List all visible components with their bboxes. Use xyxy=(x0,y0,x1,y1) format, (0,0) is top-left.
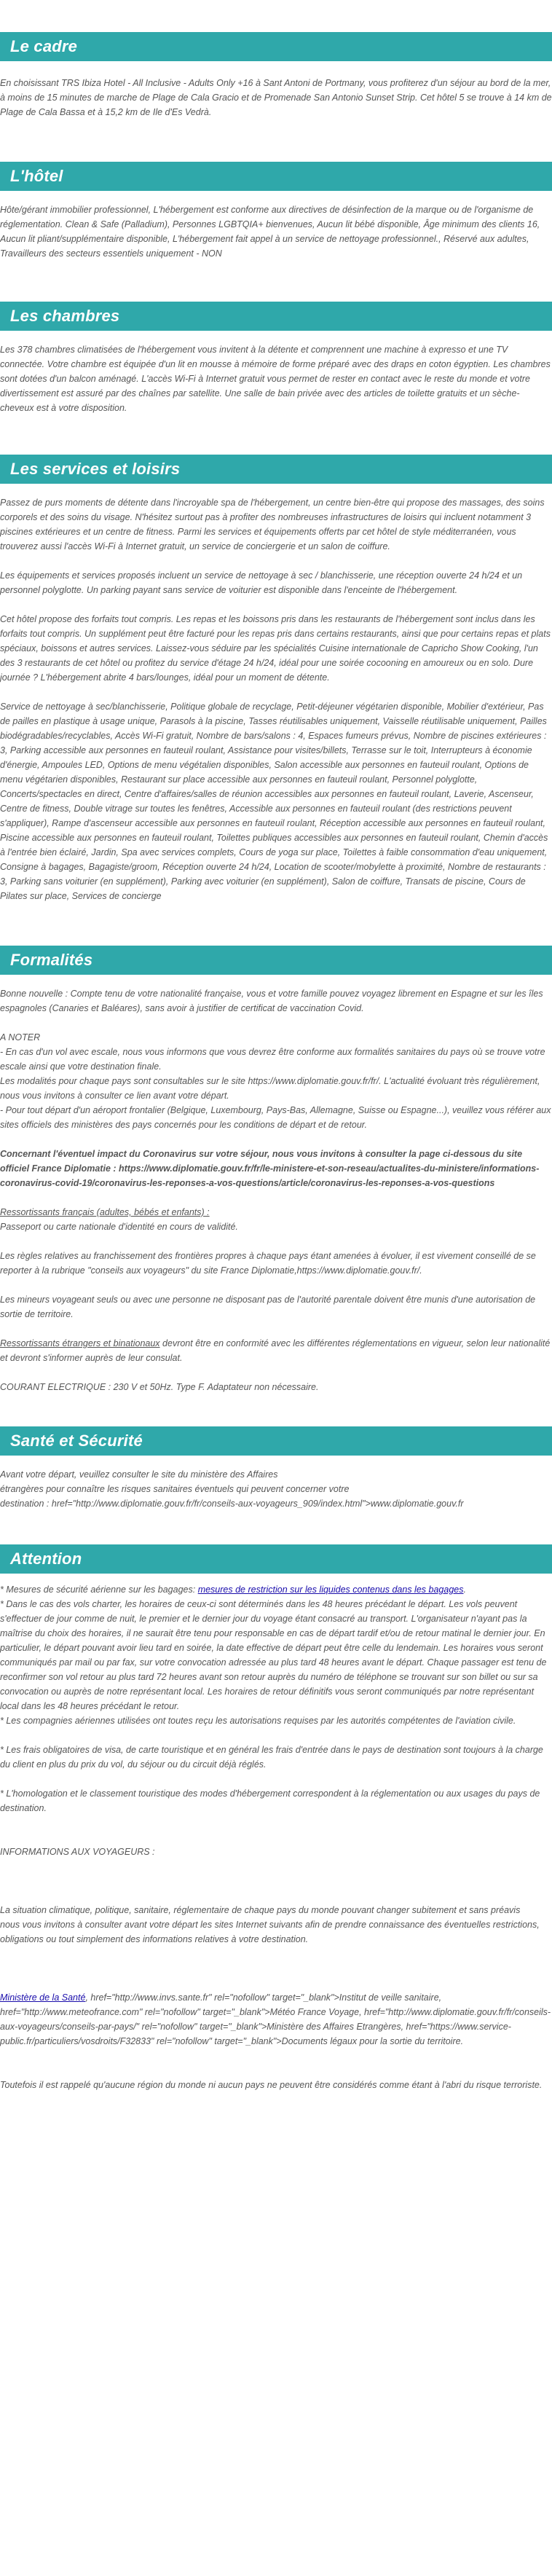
section-hotel xyxy=(0,119,552,261)
services-paragraph-1: Passez de purs moments de détente dans l'incroyable spa de l'hébergement, un centre bien-être qui propose des massages, des soins corporels et des soins du visage. N'hésitez surtout pas à profiter des nombreuses infrastructures de loisirs qui incluent notamment 3 piscines extérieures et un centre de fitness. Parmi les services et équipements offerts par cet hôtel de style méditerranéen, vous trouverez aussi l'accès Wi-Fi à Internet gratuit, un service de conciergerie et un salon de coiffure. xyxy=(0,498,545,551)
section-services xyxy=(0,415,552,903)
situation-text-2: nous vous invitons à consulter avant votre départ les sites Internet suivants afin de prendre connaissance des éventuelles restrictions, obligations ou tout simplement des informations relatives à votre destination. xyxy=(0,1920,540,1944)
chambres-text: Les 378 chambres climatisées de l'hébergement vous invitent à la détente et comprennent une machine à expresso et une TV connectée. Votre chambre est équipée d'un lit en mousse à mémoire de forme préparé avec des draps en coton égyptien. Les chambres sont dotées d'un balcon aménagé. L'accès Wi-Fi à Internet gratuit vous permet de rester en contact avec le reste du monde et votre divertissement est assuré par des chaînes par satellite. Une salle de bain privée avec des articles de toilette gratuits et un sèche-cheveux est à votre disposition. xyxy=(0,345,551,413)
minors-text: Les mineurs voyageant seuls ou avec une personne ne disposant pas de l'autorité parentale doivent être munis d'une autorisation de sortie de territoire. xyxy=(0,1295,536,1319)
section-title-sante: Santé et Sécurité xyxy=(0,1426,552,1456)
services-paragraph-4: Service de nettoyage à sec/blanchisserie, Politique globale de recyclage, Petit-déjeuner végétarien disponible, Mobilier d'extérieur, Pas de pailles en plastique à usage unique, Parasols à la piscine, Tasses réutilisables uniquement, Vaisselle réutilisable uniquement, Pailles biodégradables/recyclables, Accès Wi-Fi gratuit, Nombre de bars/salons : 4, Espaces fumeurs prévus, Nombre de piscines extérieures : 3, Parking accessible aux personnes en fauteuil roulant, Assistance pour visites/billets, Terrasse sur le toit, Interrupteurs à économie d'énergie, Ampoules LED, Options de menu végétalien disponibles, Salon accessible aux personnes en fauteuil roulant, Options de menu végétarien disponibles, Restaurant sur place accessible aux personnes en fauteuil roulant, Personnel polyglotte, Concerts/spectacles en direct, Centre d'affaires/salles de réunion accessibles aux personnes en fauteuil roulant, Laverie, Ascenseur, Centre de fitness, Double vitrage sur toutes les fenêtres, Accessible aux personnes en fauteuil roulant (des restrictions peuvent s'appliquer), Rampe d'ascenseur accessible aux personnes en fauteuil roulant, Réception accessible aux personnes en fauteuil roulant, Piscine accessible aux personnes en fauteuil roulant, Toilettes publiques accessibles aux personnes en fauteuil roulant, Chemin d'accès à l'entrée bien éclairé, Jardin, Spa avec services complets, Cours de yoga sur place, Toilettes à faible consommation d'eau uniquement, Consigne à bagages, Bagagiste/groom, Réception ouverte 24 h/24, Location de scooter/mobylette à proximité, Nombre de restaurants : 3, Parking sans voiturier (en supplément), Parking avec voiturier (en supplément), Salon de coiffure, Transats de piscine, Cours de Pilates sur place, Services de concierge xyxy=(0,702,548,901)
formalites-paragraph-1: Bonne nouvelle : Compte tenu de votre nationalité française, vous et votre famille pouvez voyagez librement en Espagne et sur les îles espagnoles (Canaries et Baléares), sans avoir à justifier de certificat de vaccination Covid. xyxy=(0,989,543,1013)
electric-info: COURANT ELECTRIQUE : 230 V et 50Hz. Type F. Adaptateur non nécessaire. xyxy=(0,1382,319,1392)
liquids-restriction-link[interactable]: mesures de restriction sur les liquides contenus dans les bagages xyxy=(197,1585,464,1595)
section-chambres xyxy=(0,261,552,415)
section-title-cadre: Le cadre xyxy=(0,32,552,61)
border-rules-text: Les règles relatives au franchissement des frontières propres à chaque pays étant amenées à évoluer, il est vivement conseillé de se reporter à la rubrique "conseils aux voyageurs" du site France Diplomatie,https://www.diplomatie.gouv.fr/. xyxy=(0,1251,536,1276)
attention-security-prefix: * Mesures de sécurité aérienne sur les bagages: xyxy=(0,1585,198,1595)
section-title-services: Les services et loisirs xyxy=(0,455,552,484)
traveler-info-heading: INFORMATIONS AUX VOYAGEURS : xyxy=(0,1847,155,1857)
attention-visa-text: * Les frais obligatoires de visa, de carte touristique et en général les frais d'entrée dans le pays de destination sont toujours à la charge du client en plus du prix du vol, du séjour ou du circuit déjà réglés. xyxy=(0,1745,543,1770)
cadre-text: En choisissant TRS Ibiza Hotel - All Inclusive - Adults Only +16 à Sant Antoni de Portmany, vous profiterez d'un séjour au bord de la mer, à moins de 15 minutes de marche de Plage de Cala Gracio et de Promenade San Antonio Sunset Strip. Cet hôtel 5 se trouve à 14 km de Plage de Cala Bassa et à 15,2 km de Ile d'Es Vedrà. xyxy=(0,78,552,117)
french-nationals-text: Passeport ou carte nationale d'identité en cours de validité. xyxy=(0,1222,238,1232)
attention-classification-text: * L'homologation et le classement touristique des modes d'hébergement correspondent à la réglementation ou aux usages du pays de destination. xyxy=(0,1788,540,1813)
section-attention xyxy=(0,1511,552,2092)
note-item-2: Les modalités pour chaque pays sont consultables sur le site https://www.diplomatie.gouv.fr/fr/. L'actualité évoluant très régulièrement, nous vous invitons à consulter ce lien avant votre départ. xyxy=(0,1076,540,1101)
sante-line-1: Avant votre départ, veuillez consulter le site du ministère des Affaires xyxy=(0,1469,278,1480)
services-paragraph-2: Les équipements et services proposés incluent un service de nettoyage à sec / blanchisserie, une réception ouverte 24 h/24 et un personnel polyglotte. Un parking payant sans service de voiturier est disponible dans l'enceinte de l'hébergement. xyxy=(0,570,523,595)
section-title-chambres: Les chambres xyxy=(0,302,552,331)
note-item-3: - Pour tout départ d'un aéroport frontalier (Belgique, Luxembourg, Pays-Bas, Allemagne, Suisse ou Espagne...), veuillez vous référer aux sites officiels des ministères des pays concernés pour les conditions de départ et de retour. xyxy=(0,1105,551,1130)
foreign-nationals-paragraph xyxy=(0,1336,552,1365)
section-formalites xyxy=(0,903,552,1394)
section-sante xyxy=(0,1394,552,1511)
foreign-nationals-text: devront être en conformité avec les différentes réglementations en vigueur, selon leur nationalité et devront s'informer auprès de leur consulat. xyxy=(0,1338,551,1363)
note-heading: A NOTER xyxy=(0,1032,41,1042)
covid-notice: Concernant l'éventuel impact du Coronavirus sur votre séjour, nous vous invitons à consulter la page ci-dessous du site officiel France Diplomatie : https://www.diplomatie.gouv.fr/fr/le-ministere-et-son-reseau/actualites-du-ministere/informations-coronavirus-covid-19/coronavirus-les-reponses-a-vos-questions/article/coronavirus-les-reponses-a-vos-questions xyxy=(0,1149,540,1188)
note-item-1: - En cas d'un vol avec escale, nous vous informons que vous devrez être conforme aux formalités sanitaires du pays où se trouve votre escale ainsi que votre destination finale. xyxy=(0,1047,545,1072)
hotel-text: Hôte/gérant immobilier professionnel, L'hébergement est conforme aux directives de désinfection de la marque ou de l'organisme de réglementation. Clean & Safe (Palladium), Personnes LGBTQIA+ bienvenues, Aucun lit bébé disponible, Âge minimum des clients 16, Aucun lit pliant/supplémentaire disponible, L'hébergement fait appel à un service de nettoyage professionnel., Réservé aux adultes, Travailleurs des secteurs essentiels uniquement - NON xyxy=(0,205,540,259)
terrorism-notice: Toutefois il est rappelé qu'aucune région du monde ni aucun pays ne peuvent être considérés comme étant à l'abri du risque terroriste. xyxy=(0,2080,543,2090)
sante-line-3: destination : href="http://www.diplomatie.gouv.fr/fr/conseils-aux-voyageurs_909/index.html">www.diplomatie.gouv.fr xyxy=(0,1499,464,1509)
useful-links-paragraph xyxy=(0,1990,552,2049)
attention-security-line xyxy=(0,1582,552,1597)
sante-line-2: étrangères pour connaître les risques sanitaires éventuels qui peuvent concerner votre xyxy=(0,1484,350,1494)
services-paragraph-3: Cet hôtel propose des forfaits tout compris. Les repas et les boissons pris dans les restaurants de l'hébergement sont inclus dans les forfaits tout compris. Un supplément peut être facturé pour les repas pris dans certains restaurants, ainsi que pour certains repas et plats spéciaux, boissons et autres services. Laissez-vous séduire par les spécialités Cuisine internationale de Capricho Show Cooking, l'un des 3 restaurants de cet hôtel ou profitez du service d'étage 24 h/24, idéal pour une soirée cocooning en amoureux ou en solo. Dure journée ? L'hébergement abrite 4 bars/lounges, idéal pour un moment de détente. xyxy=(0,614,551,683)
section-title-hotel: L'hôtel xyxy=(0,162,552,191)
foreign-nationals-label: Ressortissants étrangers et binationaux xyxy=(0,1338,160,1348)
attention-security-suffix: . xyxy=(463,1585,466,1595)
attention-charter-text: * Dans le cas des vols charter, les horaires de ceux-ci sont déterminés dans les 48 heures précédant le départ. Les vols peuvent s'effectuer de jour comme de nuit, le premier et le dernier jour du voyage étant consacré au transport. L'organisateur n'ayant pas la maîtrise du choix des horaires, il ne saurait être tenu pour responsable en cas de départ tardif et/ou de retour matinal le dernier jour. En particulier, le départ pouvant avoir lieu tard en soirée, la date effective de départ peut être celle du lendemain. Les horaires vous seront communiqués par mail ou par fax, sur votre convocation adressée au plus tard 48 heures avant le départ. Chaque passager est tenu de reconfirmer son vol retour au plus tard 72 heures avant son retour auprès du numéro de téléphone se trouvant sur son billet ou sur sa convocation ou auprès de notre représentant local. Les horaires de retour définitifs vous seront communiqués par notre représentant local dans les 48 heures précédant le retour. xyxy=(0,1599,547,1711)
attention-airlines-text: * Les compagnies aériennes utilisées ont toutes reçu les autorisations requises par les autorités compétentes de l'aviation civile. xyxy=(0,1716,516,1726)
useful-links-text: , href="http://www.invs.sante.fr" rel="nofollow" target="_blank">Institut de veille sanitaire, href="http://www.meteofrance.com" rel="nofollow" target="_blank">Météo France Voyage, href="http://www.diplomatie.gouv.fr/fr/conseils-aux-voyageurs/conseils-par-pays/" rel="nofollow" target="_blank">Ministère des Affaires Etrangères, href="https://www.service-public.fr/particuliers/vosdroits/F32833" rel="nofollow" target="_blank">Documents légaux pour la sortie du territoire. xyxy=(0,1992,551,2046)
situation-text-1: La situation climatique, politique, sanitaire, réglementaire de chaque pays du monde pouvant changer subitement et sans préavis xyxy=(0,1905,521,1915)
section-cadre xyxy=(0,0,552,119)
section-title-attention: Attention xyxy=(0,1544,552,1574)
section-title-formalites: Formalités xyxy=(0,946,552,975)
french-nationals-label: Ressortissants français (adultes, bébés et enfants) : xyxy=(0,1207,210,1217)
ministry-health-link[interactable]: Ministère de la Santé xyxy=(0,1992,86,2003)
